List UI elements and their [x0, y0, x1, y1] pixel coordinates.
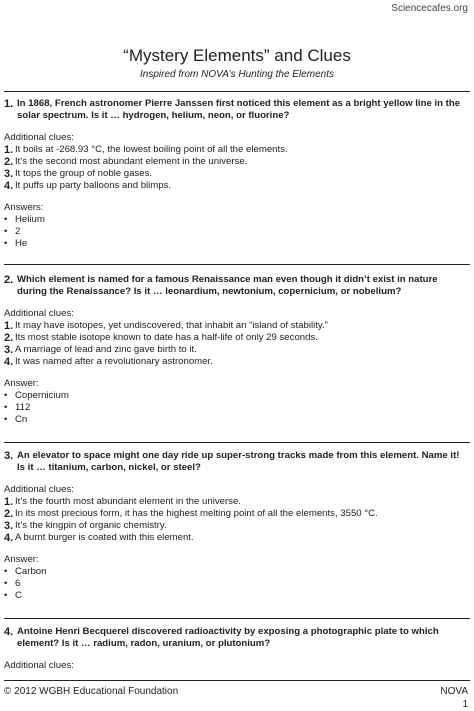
question-number: 4. [4, 626, 14, 638]
answer-item: • Cn [4, 414, 28, 425]
answer-item: • 6 [4, 578, 21, 589]
clue-item: 3. It’s the kingpin of organic chemistry. [4, 520, 167, 532]
question-1 [4, 98, 466, 250]
question-body: Which element is named for a famous Renaissance man even though it didn’t exist in nature during the Renaissance? Is it … leonardium, newtonium, copernicium, or nobelium? [17, 274, 438, 297]
answer-item: • C [4, 590, 22, 601]
bullet-icon: • [4, 414, 8, 425]
clue-item: 2. Its most stable isotope known to date has a half-life of only 29 seconds. [4, 332, 318, 344]
answer-item: • Copernicium [4, 390, 69, 401]
question-4 [4, 626, 466, 672]
answer-item: • 112 [4, 402, 31, 413]
clue-item: 3. A marriage of lead and zinc gave birth to it. [4, 344, 197, 356]
site-url: Sciencecafes.org [391, 3, 468, 14]
answer-item: • Carbon [4, 566, 47, 577]
divider [4, 264, 470, 265]
question-3 [4, 450, 466, 602]
answer-item: • Helium [4, 214, 45, 225]
question-text [4, 98, 466, 122]
bullet-icon: • [4, 214, 8, 225]
clue-item: 2. In its most precious form, it has the highest melting point of all the elements, 3550 °C. [4, 508, 378, 520]
question-body: In 1868, French astronomer Pierre Janssen first noticed this element as a bright yellow line in the solar spectrum. Is it … hydrogen, helium, neon, or fluorine? [17, 98, 461, 121]
bullet-icon: • [4, 578, 8, 589]
bullet-icon: • [4, 590, 8, 601]
divider [4, 618, 470, 619]
answer-item: • 2 [4, 226, 21, 237]
clue-item: 3. It tops the group of noble gases. [4, 168, 153, 180]
answers-label: Answers: [4, 202, 44, 213]
page-number: 1 [462, 699, 468, 710]
clues-label: Additional clues: [4, 308, 74, 319]
bullet-icon: • [4, 238, 8, 249]
question-text [4, 274, 466, 298]
question-text [4, 450, 466, 474]
clue-item: 1. It may have isotopes, yet undiscovered, that inhabit an “island of stability.” [4, 320, 328, 332]
footer-brand: NOVA [440, 686, 468, 697]
clues-label: Additional clues: [4, 660, 74, 671]
divider [4, 680, 470, 681]
question-number: 2. [4, 274, 14, 286]
clue-item: 1. It boils at -268.93 °C, the lowest boiling point of all the elements. [4, 144, 288, 156]
question-text [4, 626, 466, 650]
question-body: Antoine Henri Becquerel discovered radioactivity by exposing a photographic plate to which element? Is it … radium, radon, uranium, or plutonium? [17, 626, 439, 649]
clue-item: 4. It was named after a revolutionary astronomer. [4, 356, 213, 368]
answers-label: Answer: [4, 378, 39, 389]
clue-item: 1. It’s the fourth most abundant element in the universe. [4, 496, 241, 508]
bullet-icon: • [4, 390, 8, 401]
divider [4, 442, 470, 443]
page-subtitle: Inspired from NOVA’s Hunting the Elements [140, 69, 334, 80]
bullet-icon: • [4, 226, 8, 237]
page-title: “Mystery Elements” and Clues [123, 46, 351, 65]
question-2 [4, 274, 466, 426]
question-body: An elevator to space might one day ride up super-strong tracks made from this element. Name it! Is it … titanium, carbon, nickel, or steel? [17, 450, 460, 473]
clue-item: 4. It puffs up party balloons and blimps. [4, 180, 172, 192]
footer-copyright: © 2012 WGBH Educational Foundation [4, 686, 179, 697]
clue-item: 4. A burnt burger is coated with this element. [4, 532, 194, 544]
question-number: 1. [4, 98, 14, 110]
answer-item: • He [4, 238, 28, 249]
bullet-icon: • [4, 566, 8, 577]
question-number: 3. [4, 450, 14, 462]
answers-label: Answer: [4, 554, 39, 565]
bullet-icon: • [4, 402, 8, 413]
clues-label: Additional clues: [4, 132, 74, 143]
clues-label: Additional clues: [4, 484, 74, 495]
clue-item: 2. It’s the second most abundant element in the universe. [4, 156, 248, 168]
divider [4, 91, 470, 92]
